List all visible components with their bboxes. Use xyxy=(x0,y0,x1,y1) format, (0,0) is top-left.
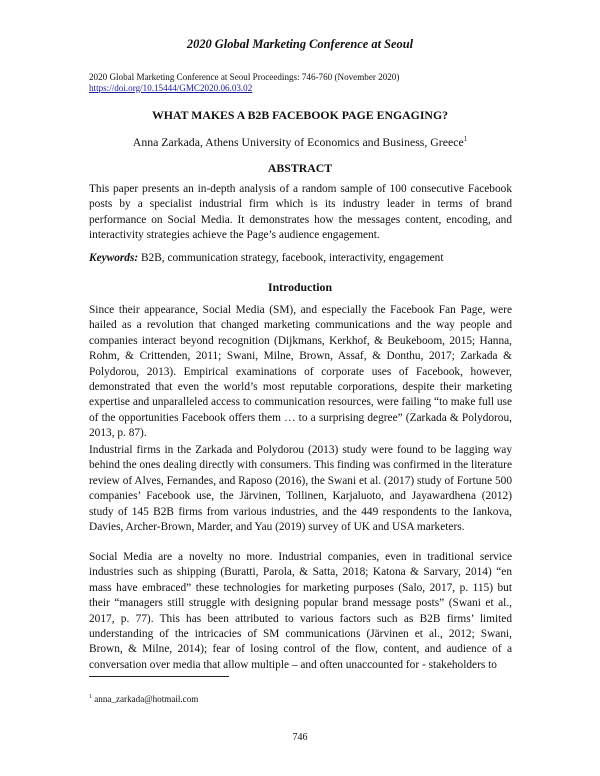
footnote xyxy=(89,694,198,704)
abstract-text: This paper presents an in-depth analysis of a random sample of 100 consecutive Facebook posts by a specialist industrial firm which is its industry leader in terms of brand performance on Social Media. It demonstrates how the messages content, encoding, and interactivity strategies achieve the Page’s audience engagement. xyxy=(89,183,512,242)
doi-link[interactable]: https://doi.org/10.15444/GMC2020.06.03.02 xyxy=(89,82,253,93)
proceedings-citation: 2020 Global Marketing Conference at Seoul Proceedings: 746-760 (November 2020) xyxy=(89,72,400,82)
author-line xyxy=(0,135,600,150)
proceedings-info xyxy=(89,72,519,93)
author-name: Anna Zarkada, Athens University of Economics and Business, Greece xyxy=(132,135,464,149)
running-header: 2020 Global Marketing Conference at Seoul xyxy=(186,37,414,51)
footnote-email: anna_zarkada@hotmail.com xyxy=(92,694,199,704)
paper-title: WHAT MAKES A B2B FACEBOOK PAGE ENGAGING? xyxy=(151,108,449,122)
author-footnote-mark[interactable]: 1 xyxy=(463,135,468,144)
keywords-label: Keywords: xyxy=(89,252,139,264)
footnote-divider xyxy=(89,676,229,677)
keywords-text: B2B, communication strategy, facebook, interactivity, engagement xyxy=(138,252,444,264)
abstract-heading: ABSTRACT xyxy=(267,161,333,175)
introduction-heading: Introduction xyxy=(267,280,333,294)
page-number: 746 xyxy=(292,732,308,743)
body-paragraph: Social Media are a novelty no more. Industrial companies, even in traditional service industries such as shipping (Buratti, Parola, & Satta, 2018; Katona & Sarvary, 2014) “en mass have embraced” these technologies for marketing purposes (Salo, 2017, p. 115) but their “managers still struggle with designing popular brand message posts” (Swani et al., 2017, p. 77). This has been attributed to various factors such as B2B firms’ limited understanding of the intricacies of SM communications (Järvinen et al., 2012; Swani, Brown, & Milne, 2014); fear of losing control of the flow, content, and audience of a conversation over media that allow multiple – and often unaccounted for - stakeholders to xyxy=(89,551,512,671)
footnote-mark: 1 xyxy=(89,693,92,700)
keywords xyxy=(89,251,512,266)
body-paragraph: Since their appearance, Social Media (SM), and especially the Facebook Fan Page, were hailed as a revolution that changed marketing communications and the way people and companies interact beyond recognition (Dijkmans, Kerkhof, & Beukeboom, 2015; Hanna, Rohm, & Crittenden, 2011; Swani, Milne, Brown, Assaf, & Donthu, 2017; Zarkada & Polydorou, 2013). Empirical examinations of corporate uses of Facebook, however, demonstrated that even the world’s most reputable corporations, despite their marketing expertise and unparalleled access to communication resources, were failing “to make full use of the opportunities Facebook offers them … to a surprising degree” (Zarkada & Polydorou, 2013, p. 87). xyxy=(89,304,512,440)
body-paragraph: Industrial firms in the Zarkada and Polydorou (2013) study were found to be lagging way behind the ones dealing directly with consumers. This finding was confirmed in the literature review of Alves, Fernandes, and Raposo (2016), the Swani et al. (2017) study of Fortune 500 companies’ Facebook use, the Järvinen, Tollinen, Karjaluoto, and Jayawardhena (2012) study of 145 B2B firms from various industries, and the 449 respondents to the Iankova, Davies, Archer-Brown, Marder, and Yau (2019) survey of UK and USA marketers. xyxy=(89,444,512,534)
